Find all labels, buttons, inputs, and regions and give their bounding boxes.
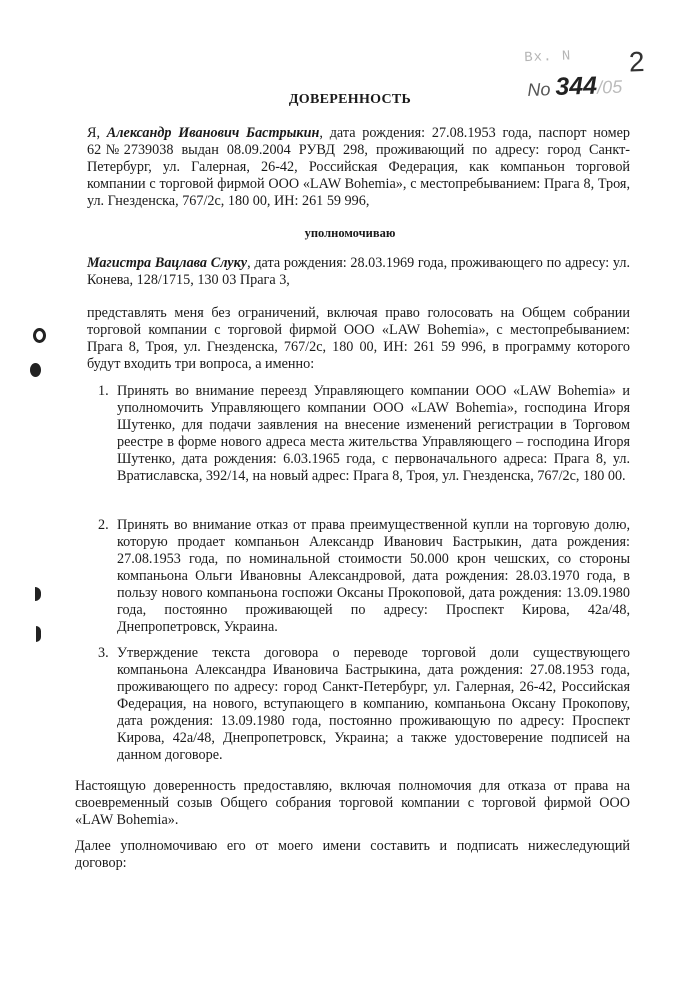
intro-paragraph xyxy=(87,125,630,210)
item-text: Утверждение текста договора о переводе торговой доли существующего компаньона Александра Ивановича Бастрыкина, дата рождения: 27.08.1953 года, проживающего по адресу: город Санкт-Петербург, ул. Галерная, 26-42, Российская Федерация, на нового, вступающего в компанию, компаньона Оксану Прокопову, дата рождения: 13.09.1980 года, постоянно проживающую по адресу: Проспект Кирова, 42а/48, Днепропетровск, Украина; а также удостоверение подписей на данном договоре. xyxy=(117,645,630,763)
item-number: 3. xyxy=(98,645,109,661)
stamp-reg-number: 344 xyxy=(554,71,598,102)
principal-name: Александр Иванович Бастрыкин xyxy=(106,125,320,141)
scope-paragraph: представлять меня без ограничений, включая право голосовать на Общем собрании торговой компании с торговой фирмой ООО «LAW Bohemia», с местопребыванием: Прага 8, Троя, ул. Гнезденска, 767/2с, 180 00, ИН: 261 59 996, в программу которого будут входить три вопроса, а именно: xyxy=(87,305,630,372)
stamp-reg-prefix: No xyxy=(527,79,551,101)
binder-hole-mark xyxy=(35,587,41,601)
attorney-text: , дата рождения: 28.03.1969 года, проживающего по адресу: ул. Конева, 128/1715, 130 03 Прага 3, xyxy=(87,255,630,288)
stamp-page-number: 2 xyxy=(628,45,646,78)
item-text: Принять во внимание переезд Управляющего компании ООО «LAW Bohemia» и уполномочить Управляющего компании ООО «LAW Bohemia», господина Игоря Шутенко, для подачи заявления на внесение изменений регистрации в Торговом реестре в форме нового адреса места жительства Управляющего – господина Игоря Шутенко, дата рождения: 6.03.1965 года, с первоначального адреса: Прага 8, ул. Вратиславска, 392/14, на новый адрес: Прага 8, Троя, ул. Гнезденска, 767/2с, 180 00. xyxy=(117,383,630,484)
binder-hole-mark xyxy=(36,626,41,642)
stamp-reg-suffix: /05 xyxy=(596,76,623,98)
stamp-faint-text: Bx. N xyxy=(524,48,572,67)
closing-paragraph-1: Настоящую доверенность предоставляю, включая полномочия для отказа от права на своевременный созыв Общего собрания торговой компании с торговой фирмой ООО «LAW Bohemia». xyxy=(75,778,630,828)
item-number: 1. xyxy=(98,383,109,399)
intro-text: , дата рождения: 27.08.1953 года, паспорт номер 62№2739038 выдан 08.09.2004 РУВД 298, проживающий по адресу: город Санкт-Петербург, ул. Галерная, 26-42, Российская Федерация, как компаньон торговой компании с торговой фирмой ООО «LAW Bohemia», с местопребыванием: Прага 8, Троя, ул. Гнезденска, 767/2с, 180 00, ИН: 261 59 996, xyxy=(87,125,630,209)
intro-pronoun: Я, xyxy=(87,125,107,141)
document-title: ДОВЕРЕННОСТЬ xyxy=(288,92,412,107)
attorney-name: Магистра Вацлава Слуку xyxy=(87,255,248,271)
binder-hole-mark xyxy=(33,328,46,343)
binder-hole-mark xyxy=(30,363,41,377)
authorize-heading: уполномочиваю xyxy=(304,226,396,240)
item-text: Принять во внимание отказ от права преимущественной купли на торговую долю, которую продает компаньон Александр Иванович Бастрыкин, дата рождения: 27.08.1953 года, по номинальной стоимости 50.000 крон чешских, со стороны компаньона Ольги Ивановны Александровой, дата рождения: 28.03.1970 года, в пользу нового компаньона госпожи Оксаны Прокоповой, дата рождения: 13.09.1980 года, постоянно проживающей по адресу: Проспект Кирова, 42а/48, Днепропетровск, Украина. xyxy=(117,517,630,635)
item-number: 2. xyxy=(98,517,109,533)
closing-paragraph-2: Далее уполномочиваю его от моего имени составить и подписать нижеследующий договор: xyxy=(75,838,630,871)
attorney-paragraph xyxy=(87,255,630,289)
